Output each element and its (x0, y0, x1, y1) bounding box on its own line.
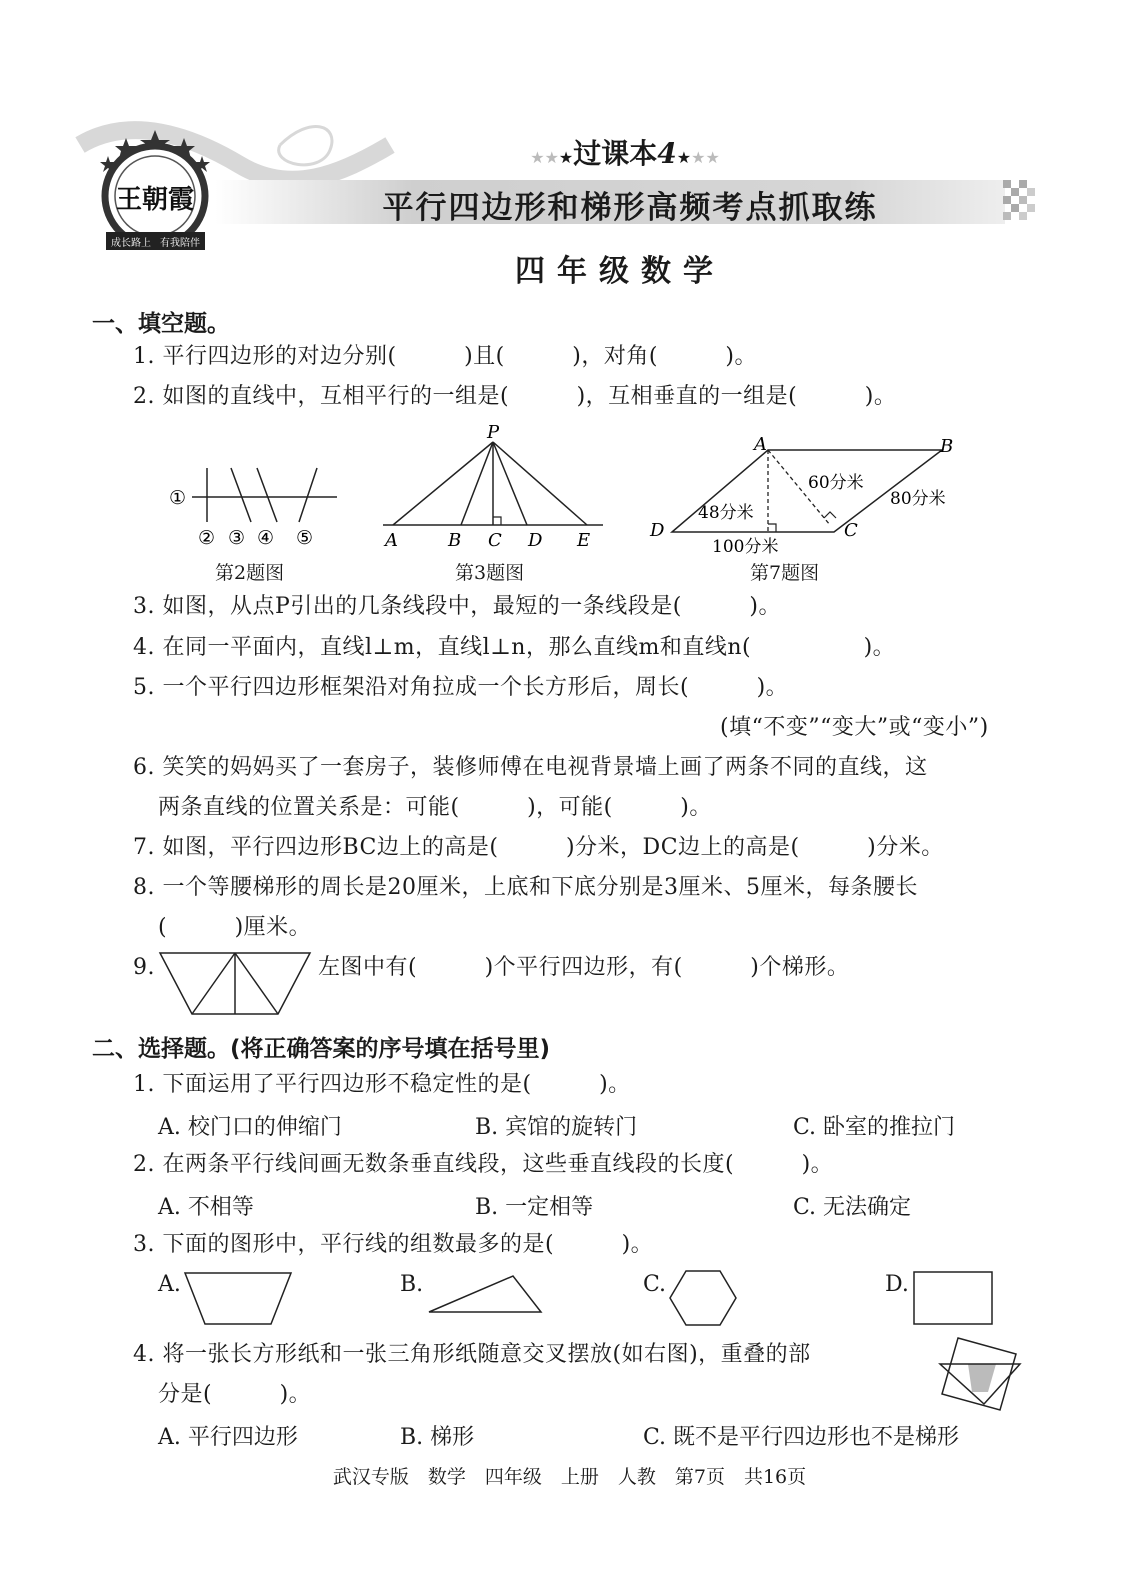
s2-q3-option-a: A. (158, 1272, 181, 1297)
s2-q2: 2. 在两条平行线间画无数条垂直线段，这些垂直线段的长度( )。 (133, 1152, 834, 1177)
svg-text:成长路上: 成长路上 (111, 238, 151, 249)
figure-9 (158, 950, 313, 1018)
point-B: B (940, 436, 954, 457)
s2-q4-option-b: B. 梯形 (400, 1425, 475, 1450)
length-80: 80分米 (890, 489, 946, 509)
page-footer: 武汉专版 数学 四年级 上册 人教 第7页 共16页 (332, 1466, 807, 1488)
s1-q6-line1: 6. 笑笑的妈妈买了一套房子，装修师傅在电视背景墙上画了两条不同的直线，这 (133, 755, 928, 780)
logo-text: 王朝霞 (115, 185, 195, 215)
trapezoid-shape (183, 1270, 293, 1328)
s1-q8-line2: ( )厘米。 (158, 915, 312, 940)
length-100: 100分米 (712, 537, 779, 557)
point-D: D (528, 530, 543, 551)
s2-q2-option-b: B. 一定相等 (475, 1195, 594, 1220)
s1-q2: 2. 如图的直线中，互相平行的一组是( )，互相垂直的一组是( )。 (133, 384, 897, 409)
s2-q4-option-a: A. 平行四边形 (158, 1425, 298, 1450)
checker-decoration (1003, 180, 1039, 224)
s2-q3-option-d: D. (885, 1272, 909, 1297)
svg-text:有我陪伴: 有我陪伴 (160, 238, 200, 249)
figure-7-caption: 第7题图 (750, 562, 820, 584)
point-A: A (385, 530, 398, 551)
s1-q6-line2: 两条直线的位置关系是：可能( )，可能( )。 (158, 795, 712, 820)
s1-q8-line1: 8. 一个等腰梯形的周长是20厘米，上底和下底分别是3厘米、5厘米，每条腰长 (133, 875, 918, 900)
rectangle-shape (912, 1270, 994, 1326)
s2-q1-option-a: A. 校门口的伸缩门 (158, 1115, 342, 1140)
point-A: A (754, 434, 767, 455)
line-label-3: ③ (228, 527, 246, 549)
s2-q1-option-c: C. 卧室的推拉门 (793, 1115, 956, 1140)
line-label-1: ① (169, 487, 187, 509)
s2-q1: 1. 下面运用了平行四边形不稳定性的是( )。 (133, 1072, 631, 1097)
s1-q3: 3. 如图，从点P引出的几条线段中，最短的一条线段是( )。 (133, 594, 781, 619)
header (0, 0, 1139, 300)
length-48: 48分米 (698, 503, 754, 523)
s2-q4-line1: 4. 将一张长方形纸和一张三角形纸随意交叉摆放(如右图)，重叠的部 (133, 1342, 811, 1367)
s2-q3: 3. 下面的图形中，平行线的组数最多的是( )。 (133, 1232, 654, 1257)
s1-q5: 5. 一个平行四边形框架沿对角拉成一个长方形后，周长( )。 (133, 675, 789, 700)
s2-q4-line2: 分是( )。 (158, 1382, 312, 1407)
length-60: 60分米 (808, 473, 864, 493)
s2-q3-option-c: C. (643, 1272, 667, 1297)
line-label-2: ② (198, 527, 216, 549)
figure-3 (375, 420, 610, 555)
point-D: D (650, 520, 665, 541)
triangle-shape (425, 1272, 545, 1317)
s1-q9-number: 9. (133, 955, 155, 980)
line-label-4: ④ (257, 527, 275, 549)
figure-2 (165, 460, 345, 550)
page-subtitle: 四年级数学 (515, 254, 725, 289)
point-C: C (844, 520, 858, 541)
s1-q5-hint: (填“不变”“变大”或“变小”) (720, 715, 989, 740)
overlap-figure (938, 1334, 1023, 1414)
line-label-5: ⑤ (296, 527, 314, 549)
s2-q1-option-b: B. 宾馆的旋转门 (475, 1115, 638, 1140)
point-P: P (487, 422, 500, 443)
point-B: B (448, 530, 462, 551)
s2-q4-option-c: C. 既不是平行四边形也不是梯形 (643, 1425, 960, 1450)
point-C: C (488, 530, 502, 551)
figure-2-caption: 第2题图 (215, 562, 285, 584)
s1-q1: 1. 平行四边形的对边分别( )且( )，对角( )。 (133, 344, 757, 369)
page-title: 平行四边形和梯形高频考点抓取练 (382, 190, 878, 226)
section-1-title: 一、填空题。 (92, 311, 230, 337)
s2-q2-option-c: C. 无法确定 (793, 1195, 912, 1220)
s1-q9-text: 左图中有( )个平行四边形，有( )个梯形。 (318, 955, 850, 980)
figure-3-caption: 第3题图 (455, 562, 525, 584)
figure-7 (640, 430, 970, 560)
point-E: E (577, 530, 591, 551)
logo-badge-icon (98, 128, 213, 253)
series-label: ★★★过课本4★★★ (530, 137, 720, 170)
section-2-title: 二、选择题。(将正确答案的序号填在括号里) (92, 1036, 551, 1062)
s1-q7: 7. 如图，平行四边形BC边上的高是( )分米，DC边上的高是( )分米。 (133, 835, 944, 860)
s2-q2-option-a: A. 不相等 (158, 1195, 254, 1220)
hexagon-shape (668, 1268, 738, 1328)
s1-q4: 4. 在同一平面内，直线l⊥m，直线l⊥n，那么直线m和直线n( )。 (133, 635, 896, 660)
publisher-logo (98, 128, 213, 249)
s2-q3-option-b: B. (400, 1272, 424, 1297)
